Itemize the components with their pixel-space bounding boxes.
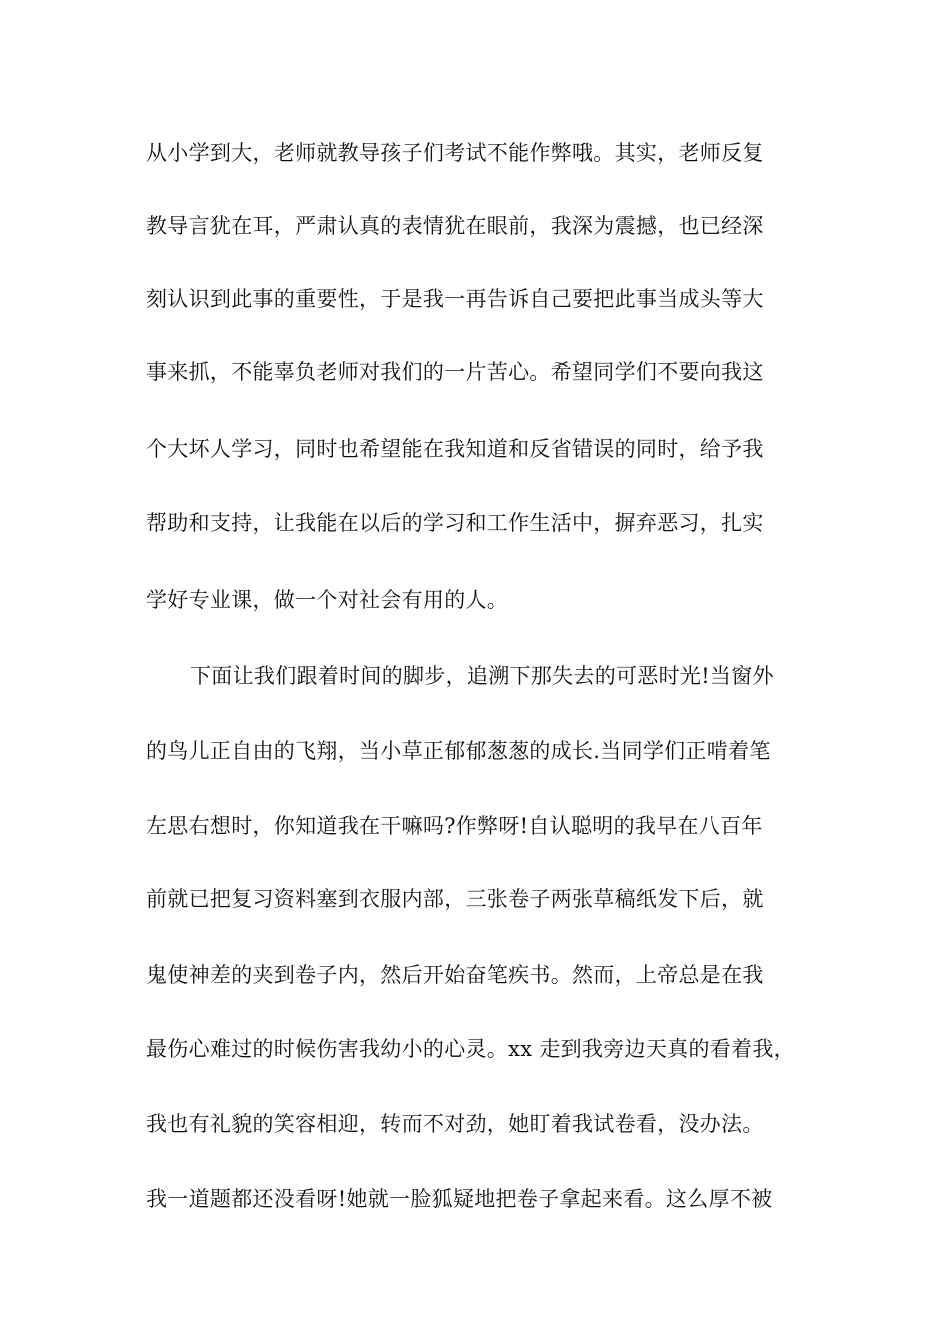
text-line: 鬼使神差的夹到卷子内，然后开始奋笔疾书。然而，上帝总是在我 bbox=[146, 963, 764, 987]
text-line: 我一道题都还没看呀!她就一脸狐疑地把卷子拿起来看。这么厚不被 bbox=[146, 1187, 773, 1211]
text-line: 学好专业课，做一个对社会有用的人。 bbox=[146, 588, 509, 612]
text-line: 下面让我们跟着时间的脚步，追溯下那失去的可恶时光!当窗外 bbox=[190, 664, 774, 688]
text-line: 帮助和支持，让我能在以后的学习和工作生活中，摒弃恶习，扎实 bbox=[146, 511, 764, 535]
text-line: 的鸟儿正自由的飞翔，当小草正郁郁葱葱的成长.当同学们正啃着笔 bbox=[146, 739, 771, 763]
text-line: 左思右想时，你知道我在干嘛吗?作弊呀!自认聪明的我早在八百年 bbox=[146, 814, 763, 838]
text-line: 刻认识到此事的重要性，于是我一再告诉自己要把此事当成头等大 bbox=[146, 287, 764, 311]
text-line: 我也有礼貌的笑容相迎，转而不对劲，她盯着我试卷看，没办法。 bbox=[146, 1112, 764, 1136]
text-line: 从小学到大，老师就教导孩子们考试不能作弊哦。其实，老师反复 bbox=[146, 141, 764, 165]
text-line: 教导言犹在耳，严肃认真的表情犹在眼前，我深为震撼，也已经深 bbox=[146, 214, 764, 238]
text-line: 最伤心难过的时候伤害我幼小的心灵。xx 走到我旁边天真的看着我， bbox=[146, 1037, 795, 1061]
text-line: 前就已把复习资料塞到衣服内部，三张卷子两张草稿纸发下后，就 bbox=[146, 887, 764, 911]
text-line: 个大坏人学习，同时也希望能在我知道和反省错误的同时，给予我 bbox=[146, 437, 764, 461]
text-line: 事来抓，不能辜负老师对我们的一片苦心。希望同学们不要向我这 bbox=[146, 360, 764, 384]
